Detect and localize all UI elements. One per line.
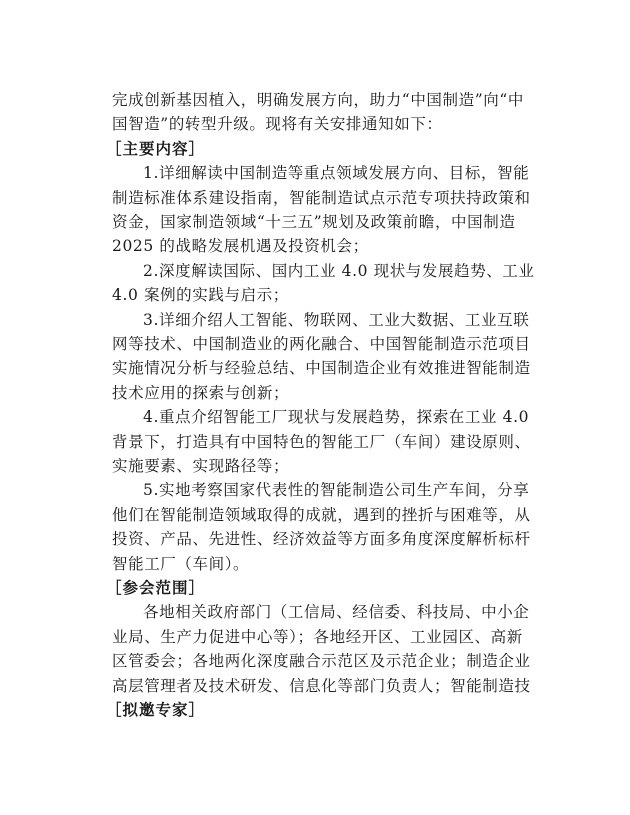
main-line-16: 投资、产品、先进性、经济效益等方面多角度深度解析标杆 [112,530,531,549]
main-line-5: 2.深度解读国际、国内工业 4.0 现状与发展趋势、工业 [143,261,535,280]
main-line-2: 制造标准体系建设指南，智能制造试点示范专项扶持政策和 [112,188,531,207]
main-line-6: 4.0 案例的实践与启示； [112,286,289,305]
scope-line-4: 高层管理者及技术研发、信息化等部门负责人；智能制造技 [112,676,531,695]
heading-main-content: ［主要内容］ [106,138,206,158]
scope-line-2: 业局、生产力促进中心等）；各地经开区、工业园区、高新 [112,627,523,646]
main-line-12: 背景下，打造具有中国特色的智能工厂（车间）建设原则、 [112,432,531,451]
intro-line-1: 完成创新基因植入，明确发展方向，助力“中国制造”向“中 [112,91,524,109]
main-line-17: 智能工厂（车间）。 [112,554,250,573]
main-line-15: 他们在智能制造领域取得的成就，遇到的挫折与困难等，从 [112,505,531,524]
heading-invited-experts: ［拟邀专家］ [106,700,206,719]
main-line-10: 技术应用的探索与创新； [112,383,290,402]
scope-line-1: 各地相关政府部门（工信局、经信委、科技局、中小企 [143,603,530,622]
main-line-9: 实施情况分析与经验总结、中国制造企业有效推进智能制造 [112,359,531,378]
main-line-8: 网等技术、中国制造业的两化融合、中国智能制造示范项目 [112,335,531,353]
main-line-13: 实施要素、实现路径等； [112,457,290,475]
scope-line-3: 区管委会；各地两化深度融合示范区及示范企业；制造企业 [112,652,531,671]
intro-line-2: 国智造”的转型升级。现将有关安排通知如下： [112,115,443,134]
main-line-4: 2025 的战略发展机遇及投资机会； [112,237,369,256]
heading-attendance-scope: ［参会范围］ [106,578,206,597]
main-line-3: 资金，国家制造领域“十三五”规划及政策前瞻，中国制造 [112,213,516,231]
main-line-7: 3.详细介绍人工智能、物联网、工业大数据、工业互联 [143,310,530,329]
main-line-14: 5.实地考察国家代表性的智能制造公司生产车间，分享 [143,481,530,500]
main-line-11: 4.重点介绍智能工厂现状与发展趋势，探索在工业 4.0 [143,408,530,427]
main-line-1: 1.详细解读中国制造等重点领域发展方向、目标，智能 [143,164,530,183]
